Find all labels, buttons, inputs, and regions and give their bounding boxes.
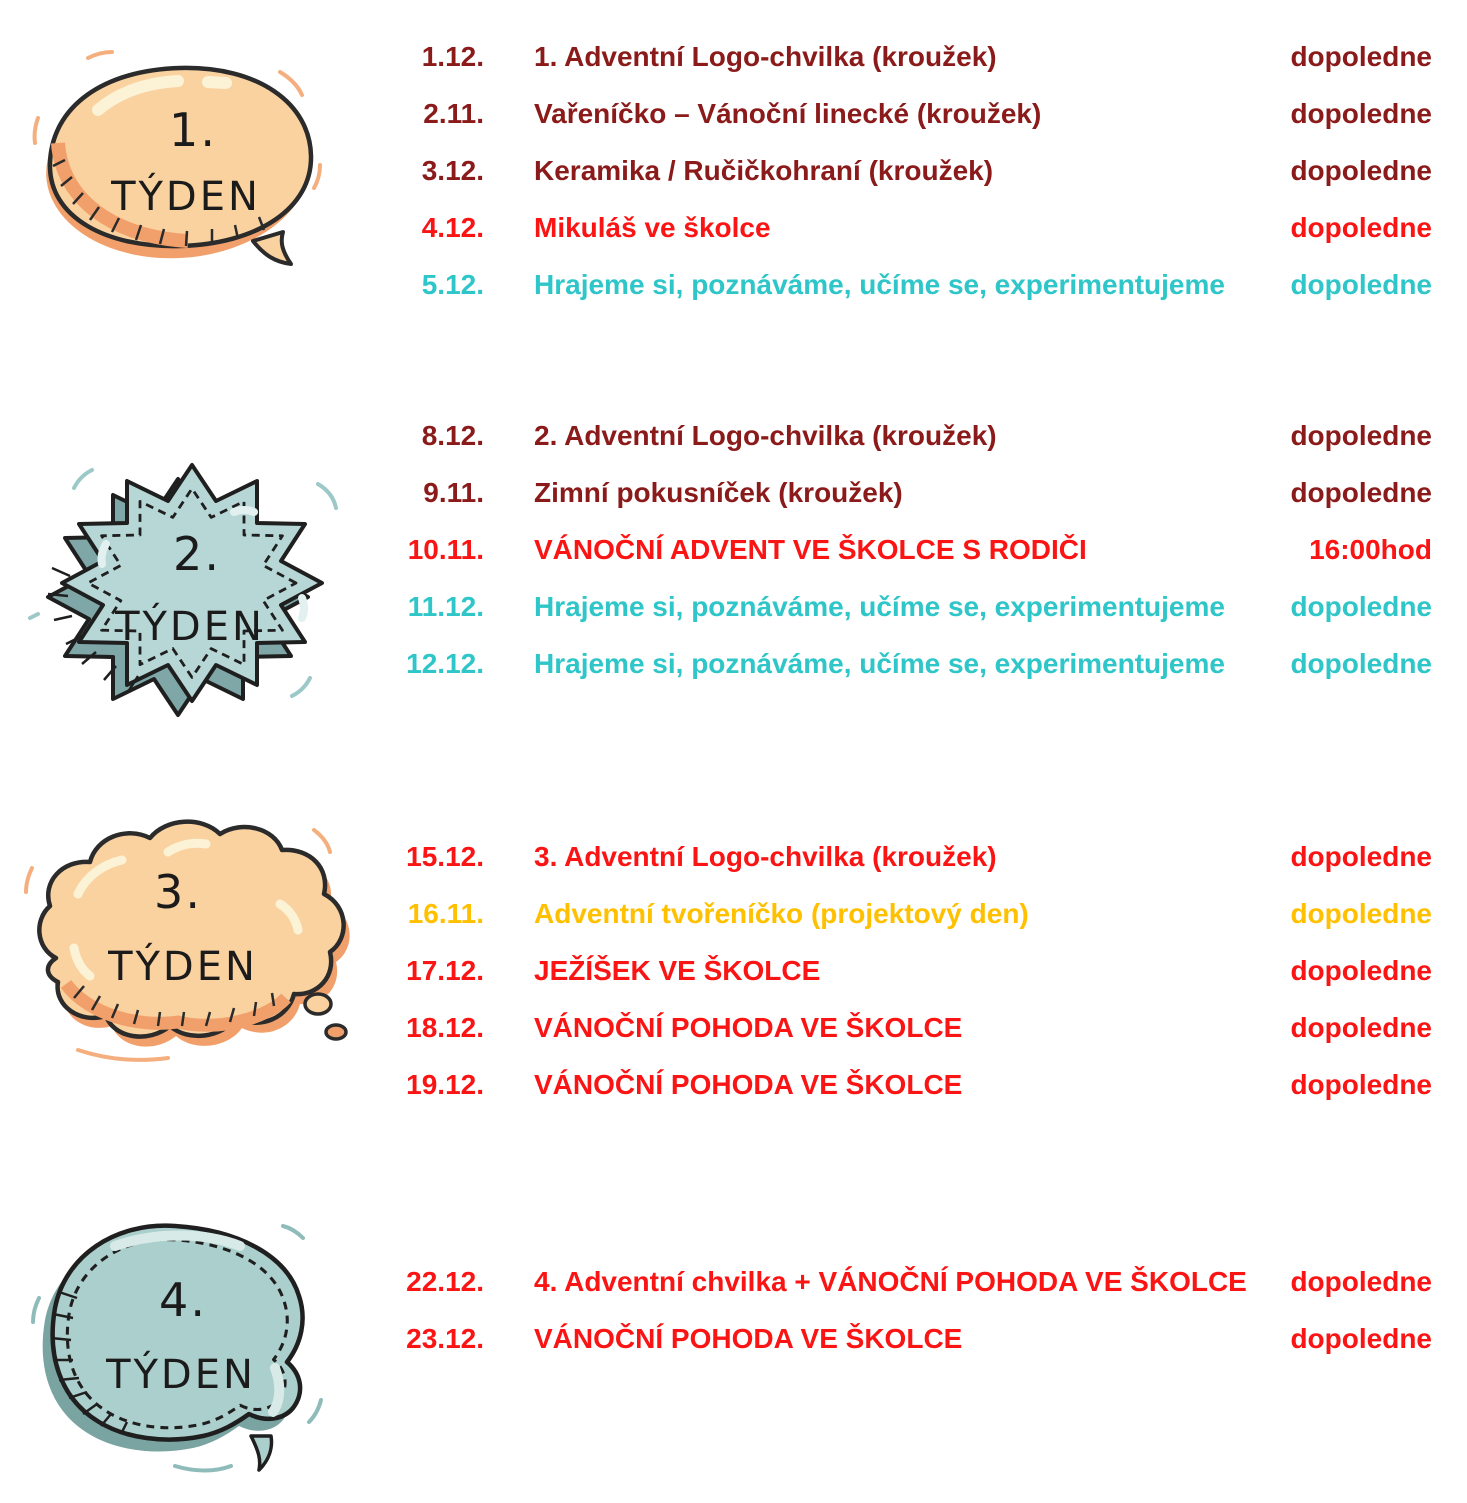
schedule-row <box>380 840 1432 874</box>
week1-badge-number: 1. <box>169 103 217 157</box>
row-date: 15.12. <box>406 841 484 872</box>
row-time: dopoledne <box>1290 841 1432 872</box>
row-time: dopoledne <box>1290 1266 1432 1297</box>
row-activity: Vařeníčko – Vánoční linecké (kroužek) <box>534 98 1042 129</box>
row-activity: Adventní tvořeníčko (projektový den) <box>534 898 1029 929</box>
row-time: dopoledne <box>1290 1012 1432 1043</box>
row-time: dopoledne <box>1290 98 1432 129</box>
row-time: dopoledne <box>1290 955 1432 986</box>
week1-badge-word: TÝDEN <box>111 174 261 220</box>
week2-badge-word: TÝDEN <box>115 604 265 650</box>
row-date: 16.11. <box>407 898 484 929</box>
week3-badge-number: 3. <box>154 865 202 919</box>
row-activity: Hrajeme si, poznáváme, učíme se, experimentujeme <box>534 648 1225 679</box>
week4-speech-bubble-icon <box>25 1208 335 1478</box>
week-4-rows <box>380 1265 1432 1379</box>
row-date: 4.12. <box>421 212 484 243</box>
week2-starburst-bubble-icon <box>22 448 347 723</box>
row-activity: VÁNOČNÍ ADVENT VE ŠKOLCE S RODIČI <box>534 534 1087 565</box>
schedule-row <box>380 268 1432 302</box>
row-time: dopoledne <box>1290 212 1432 243</box>
week-1-rows <box>380 40 1432 325</box>
row-time: dopoledne <box>1290 648 1432 679</box>
schedule-row <box>380 154 1432 188</box>
week4-badge-number: 4. <box>159 1273 207 1327</box>
week2-badge-number: 2. <box>173 527 221 581</box>
schedule-row <box>380 533 1432 567</box>
row-time: dopoledne <box>1290 898 1432 929</box>
row-activity: VÁNOČNÍ POHODA VE ŠKOLCE <box>534 1012 963 1043</box>
row-date: 9.11. <box>423 477 484 508</box>
row-date: 12.12. <box>406 648 484 679</box>
row-date: 5.12. <box>421 269 484 300</box>
schedule-row <box>380 897 1432 931</box>
row-activity: 2. Adventní Logo-chvilka (kroužek) <box>534 420 997 451</box>
row-date: 17.12. <box>406 955 484 986</box>
row-activity: Zimní pokusníček (kroužek) <box>534 477 903 508</box>
row-activity: VÁNOČNÍ POHODA VE ŠKOLCE <box>534 1069 963 1100</box>
row-date: 18.12. <box>406 1012 484 1043</box>
row-time: dopoledne <box>1290 420 1432 451</box>
row-activity: 4. Adventní chvilka + VÁNOČNÍ POHODA VE ŠKOLCE <box>534 1266 1247 1297</box>
row-time: dopoledne <box>1290 155 1432 186</box>
row-date: 11.12. <box>407 591 484 622</box>
row-date: 23.12. <box>406 1323 484 1354</box>
schedule-row <box>380 97 1432 131</box>
row-time: dopoledne <box>1290 269 1432 300</box>
schedule-row <box>380 476 1432 510</box>
row-date: 3.12. <box>421 155 484 186</box>
week-3-rows <box>380 840 1432 1125</box>
row-activity: 1. Adventní Logo-chvilka (kroužek) <box>534 41 997 72</box>
row-time: 16:00hod <box>1309 534 1432 565</box>
schedule-row <box>380 1011 1432 1045</box>
schedule-row <box>380 954 1432 988</box>
row-activity: JEŽÍŠEK VE ŠKOLCE <box>534 955 821 986</box>
row-activity: Mikuláš ve školce <box>534 212 771 243</box>
row-date: 1.12. <box>421 41 484 72</box>
schedule-row <box>380 590 1432 624</box>
schedule-row <box>380 647 1432 681</box>
row-date: 19.12. <box>406 1069 484 1100</box>
week1-speech-bubble-icon <box>28 48 328 273</box>
row-activity: Keramika / Ručičkohraní (kroužek) <box>534 155 994 186</box>
row-date: 10.11. <box>407 534 484 565</box>
schedule-row <box>380 419 1432 453</box>
schedule-row <box>380 1068 1432 1102</box>
row-activity: VÁNOČNÍ POHODA VE ŠKOLCE <box>534 1323 963 1354</box>
row-date: 2.11. <box>423 98 484 129</box>
week3-thought-cloud-icon <box>18 808 353 1068</box>
row-activity: 3. Adventní Logo-chvilka (kroužek) <box>534 841 997 872</box>
row-time: dopoledne <box>1290 591 1432 622</box>
row-time: dopoledne <box>1290 41 1432 72</box>
week-2-rows <box>380 419 1432 704</box>
row-activity: Hrajeme si, poznáváme, učíme se, experimentujeme <box>534 591 1225 622</box>
row-time: dopoledne <box>1290 477 1432 508</box>
week4-badge-word: TÝDEN <box>106 1352 256 1398</box>
schedule-row <box>380 1265 1432 1299</box>
row-date: 8.12. <box>421 420 484 451</box>
week3-badge-word: TÝDEN <box>108 944 258 990</box>
row-activity: Hrajeme si, poznáváme, učíme se, experimentujeme <box>534 269 1225 300</box>
row-date: 22.12. <box>406 1266 484 1297</box>
schedule-row <box>380 40 1432 74</box>
schedule-row <box>380 1322 1432 1356</box>
schedule-row <box>380 211 1432 245</box>
row-time: dopoledne <box>1290 1069 1432 1100</box>
row-time: dopoledne <box>1290 1323 1432 1354</box>
